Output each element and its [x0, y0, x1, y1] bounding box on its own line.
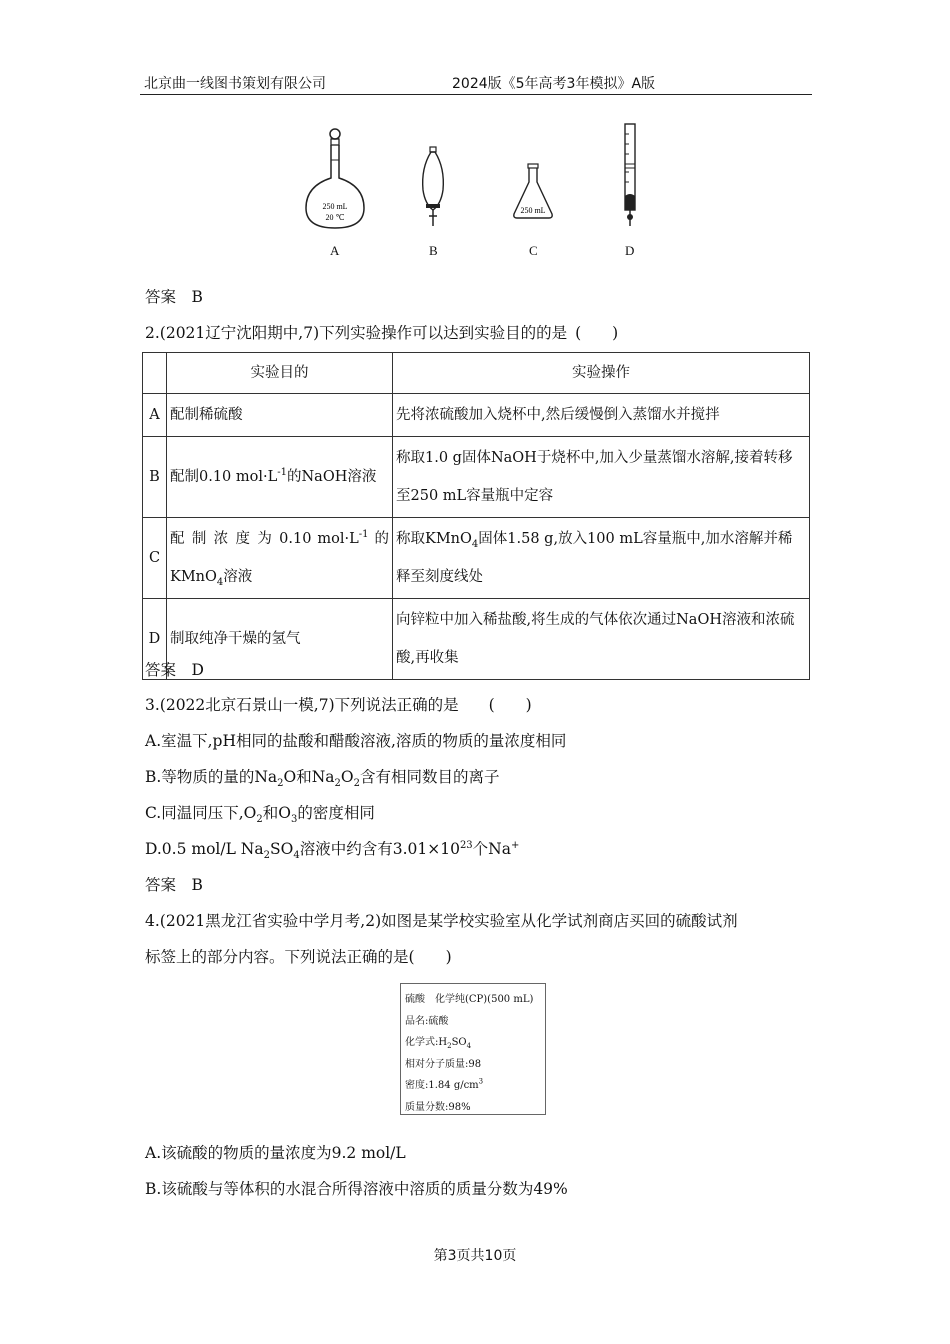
q2-table: [142, 352, 810, 680]
q2-row-d-operation: 向锌粒中加入稀盐酸,将生成的气体依次通过NaOH溶液和浓硫酸,再收集: [393, 599, 810, 680]
table-row: D 制取纯净干燥的氢气 向锌粒中加入稀盐酸,将生成的气体依次通过NaOH溶液和浓硫酸,再收集: [143, 599, 810, 680]
flask-a-temp-text: 20 ℃: [325, 213, 345, 222]
q2-table-header-row: [143, 353, 810, 394]
q4-option-b: B.该硫酸与等体积的水混合所得溶液中溶质的质量分数为49%: [145, 1180, 568, 1198]
q3-option-c: C.同温同压下$,O_2$和$O_3$的密度相同: [145, 804, 375, 826]
header-rule: [140, 94, 812, 95]
q1-answer-label: 答案: [145, 288, 177, 306]
volumetric-flask-figure: [300, 120, 370, 240]
reagent-label-formula: 化学式$:H_2SO_4$: [405, 1037, 472, 1050]
reagent-label-mass-fraction: 质量分数:98%: [405, 1101, 471, 1113]
q2-answer: 答案 D: [145, 661, 204, 679]
q2-row-d-purpose: 制取纯净干燥的氢气: [167, 599, 393, 680]
q1-answer: [145, 285, 203, 307]
page-number: 第3页共10页: [433, 1248, 517, 1264]
q2-row-a-operation: 先将浓硫酸加入烧杯中,然后缓慢倒入蒸馏水并搅拌: [393, 394, 810, 437]
apparatus-label-a: A: [330, 243, 340, 258]
reagent-label-name: 品名:硫酸: [405, 1015, 449, 1027]
q2-header-operation: 实验操作: [393, 353, 810, 394]
table-row: A 配制稀硫酸 先将浓硫酸加入烧杯中,然后缓慢倒入蒸馏水并搅拌: [143, 394, 810, 437]
reagent-label: [400, 983, 546, 1115]
q3-stem: 3.(2022北京石景山一模,7)下列说法正确的是 ( ): [145, 696, 532, 714]
reagent-label-title: 硫酸 化学纯(CP)(500 mL): [405, 994, 534, 1005]
header-publisher: 北京曲一线图书策划有限公司: [144, 76, 326, 92]
q3-option-a: A.室温下,pH相同的盐酸和醋酸溶液,溶质的物质的量浓度相同: [145, 732, 567, 750]
flask-c-volume-text: 250 mL: [520, 206, 546, 215]
q2-row-a-purpose: 配制稀硫酸: [167, 394, 393, 437]
q2-header-letter: [143, 353, 167, 394]
apparatus-label-b: B: [429, 243, 438, 258]
q3-answer: 答案 B: [145, 876, 203, 894]
header-book-title: 2024版《5年高考3年模拟》A版: [452, 76, 656, 92]
q3-option-b: B.等物质的量的$Na_2O$和$Na_2O_2$含有相同数目的离子: [145, 768, 500, 790]
flask-a-volume-text: 250 mL: [322, 202, 348, 211]
apparatus-label-c: C: [529, 243, 538, 258]
q2-row-c-purpose: 配 制 浓 度 为 0.10 $mol\cdot L^{-1}$ 的 KMnO$_4$溶液: [167, 518, 393, 599]
q1-answer-value: B: [191, 288, 203, 306]
table-row: C 配 制 浓 度 为 0.10 $mol\cdot L^{-1}$ 的 KMnO$_4$溶液 称取KMnO$_4$固体1.58 g,放入100 mL容量瓶中,加水溶解并稀释至刻度线处: [143, 518, 810, 599]
burette-figure: [615, 120, 645, 240]
q2-stem: 2.(2021辽宁沈阳期中,7)下列实验操作可以达到实验目的的是 ( ): [145, 324, 619, 342]
q2-row-b-purpose: 配制0.10 $mol\cdot L^{-1}$的NaOH溶液: [167, 437, 393, 518]
table-row: B 配制0.10 $mol\cdot L^{-1}$的NaOH溶液 称取1.0 g固体NaOH于烧杯中,加入少量蒸馏水溶解,接着转移至250 mL容量瓶中定容: [143, 437, 810, 518]
q4-stem-line2: 标签上的部分内容。下列说法正确的是( ): [145, 948, 452, 966]
reagent-label-molar-mass: 相对分子质量:98: [405, 1058, 482, 1070]
q4-option-a: A.该硫酸的物质的量浓度为9.2 mol/L: [145, 1144, 406, 1162]
reagent-label-density: 密度:1.84 $g/cm^3$: [405, 1077, 484, 1091]
q4-stem-line1: 4.(2021黑龙江省实验中学月考,2)如图是某学校实验室从化学试剂商店买回的硫酸试剂: [145, 912, 738, 930]
q2-row-c-operation: 称取KMnO$_4$固体1.58 g,放入100 mL容量瓶中,加水溶解并稀释至刻度线处: [393, 518, 810, 599]
q2-row-b-operation: 称取1.0 g固体NaOH于烧杯中,加入少量蒸馏水溶解,接着转移至250 mL容量瓶中定容: [393, 437, 810, 518]
conical-flask-figure: [508, 120, 558, 240]
q2-header-purpose: 实验目的: [167, 353, 393, 394]
separatory-funnel-figure: [413, 120, 453, 240]
q3-option-d: D.0.5 mol/L $Na_2SO_4$溶液中约含有$3.01\times 10^{23}$个Na+: [145, 839, 520, 862]
apparatus-label-d: D: [625, 243, 635, 258]
